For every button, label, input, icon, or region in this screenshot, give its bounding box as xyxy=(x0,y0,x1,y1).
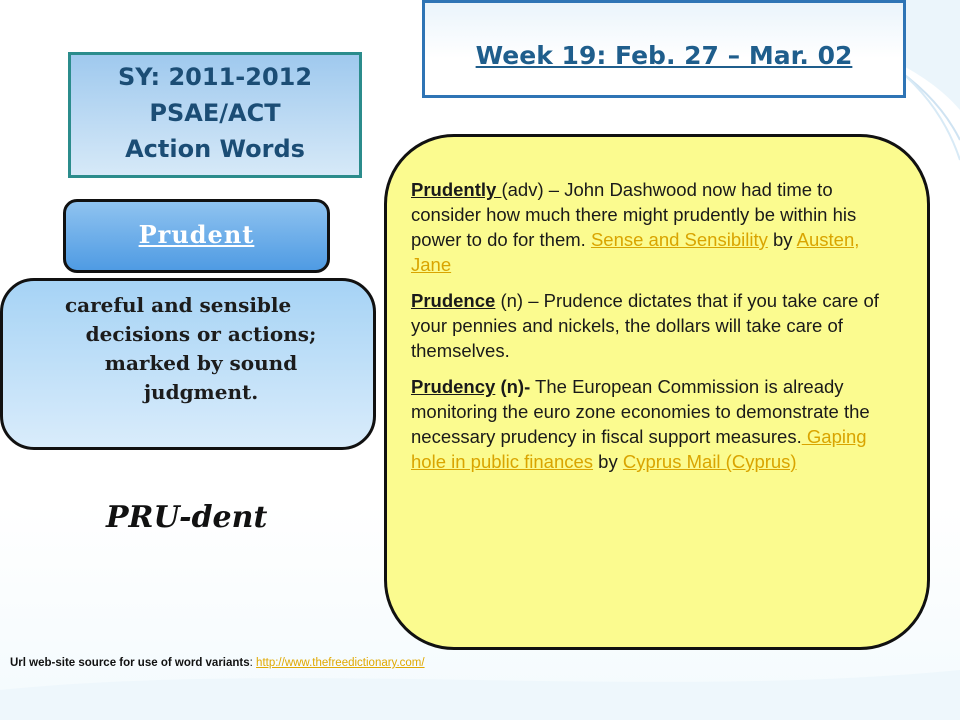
vocab-word: Prudent xyxy=(138,220,255,249)
definition-box xyxy=(0,278,376,450)
week-title: Week 19: Feb. 27 – Mar. 02 xyxy=(475,41,853,70)
example-sentence: The European Commission is already monitoring the euro zone economies to demonstrate the necessary prudency in fiscal support measures. xyxy=(411,376,870,447)
definition-line: careful and sensible xyxy=(65,293,292,317)
source-author-link[interactable]: Cyprus Mail (Cyprus) xyxy=(622,451,797,472)
footer-colon: : xyxy=(249,657,257,669)
example-paragraph xyxy=(411,177,887,277)
course-name: PSAE/ACT xyxy=(149,99,281,127)
example-word: Prudency xyxy=(411,376,496,397)
course-info-box xyxy=(68,52,362,178)
example-sentence: – Prudence dictates that if you take care of your pennies and nickels, the dollars will take care of themselves. xyxy=(411,290,879,361)
source-author-link[interactable]: Austen, Jane xyxy=(411,229,860,275)
definition-line: marked by sound xyxy=(104,351,298,375)
footer-url-link[interactable]: http://www.thefreedictionary.com/ xyxy=(256,657,425,669)
example-pos: (adv) xyxy=(501,179,544,200)
example-sentence: – John Dashwood now had time to consider how much there might prudently be within his power to do for them. xyxy=(411,179,857,250)
example-paragraph xyxy=(411,288,887,363)
example-word: Prudence xyxy=(411,290,496,311)
course-subtitle: Action Words xyxy=(125,135,305,163)
definition-line: judgment. xyxy=(143,380,259,404)
footer-label: Url web-site source for use of word variants xyxy=(10,657,250,669)
examples-box xyxy=(384,134,930,650)
example-pos: (n) xyxy=(495,290,524,311)
example-pos: (n)- xyxy=(495,376,531,397)
vocab-word-box xyxy=(63,199,330,273)
source-title-link[interactable]: Gaping hole in public finances xyxy=(411,426,867,472)
source-title-link[interactable]: Sense and Sensibility xyxy=(590,229,768,250)
week-header-box xyxy=(422,0,906,98)
school-year: SY: 2011-2012 xyxy=(117,63,313,91)
source-by: by xyxy=(767,229,797,250)
definition xyxy=(43,291,359,407)
footer-source xyxy=(10,657,425,669)
examples-list xyxy=(411,177,887,485)
example-word: Prudently xyxy=(411,179,502,200)
definition-line: decisions or actions; xyxy=(85,322,317,346)
source-by: by xyxy=(593,451,623,472)
pronunciation: PRU-dent xyxy=(106,500,268,535)
example-paragraph xyxy=(411,374,887,474)
